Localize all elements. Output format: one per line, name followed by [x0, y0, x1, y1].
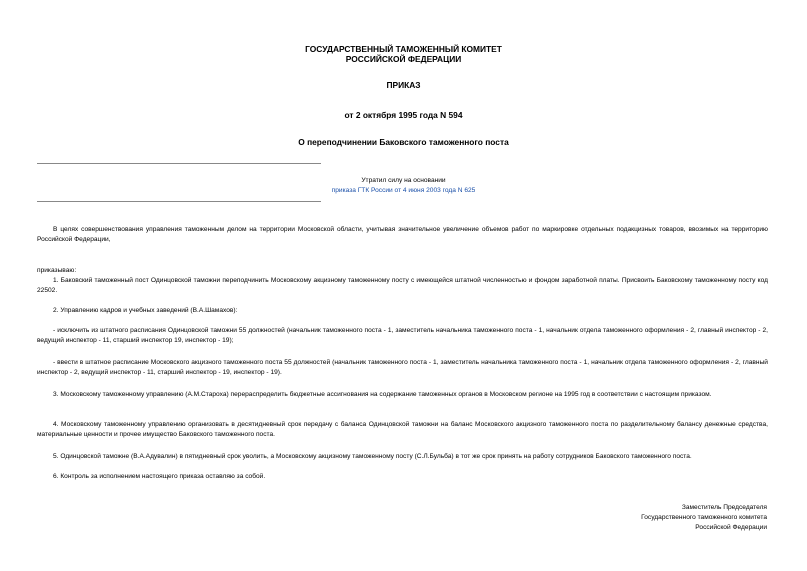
order-item-4: 4. Московскому таможенному управлению организовать в десятидневный срок передачу с баланса Одинцовской таможни на баланс Московского акцизного таможенного поста по разделительному балансу денежные средства, материальные ценности и прочее имущество Баковского таможенного поста. — [37, 421, 768, 438]
document-title: О переподчинении Баковского таможенного поста — [298, 137, 509, 147]
signature-line-3: Российской Федерации — [695, 524, 767, 531]
order-item-5: 5. Одинцовской таможне (В.А.Адувалин) в пятидневный срок уволить, а Московскому акцизному таможенному посту (С.Л.Бульба) в тот же срок принять на работу сотрудников Баковского таможенного поста. — [53, 453, 692, 460]
issuer-line-2: РОССИЙСКОЙ ФЕДЕРАЦИИ — [345, 54, 462, 64]
document-type: ПРИКАЗ — [386, 80, 421, 90]
issuer-line-1: ГОСУДАРСТВЕННЫЙ ТАМОЖЕННЫЙ КОМИТЕТ — [305, 44, 502, 54]
order-item-2-exclude: - исключить из штатного расписания Одинцовской таможни 55 должностей (начальник таможенного поста - 1, заместитель начальника таможенного поста - 1, начальник отдела таможенного оформления - 2, главный инспектор - 2, ведущий инспектор - 11, старший инспектор 19, инспектор - 19); — [37, 327, 768, 344]
order-item-2-add: - ввести в штатное расписание Московского акцизного таможенного поста 55 должностей (начальник таможенного поста - 1, заместитель начальника таможенного поста - 1, начальник отдела таможенного оформления - 2, главный инспектор - 2, ведущий инспектор - 11, старший инспектор - 19, инспектор - 19). — [37, 359, 768, 376]
order-item-2: 2. Управлению кадров и учебных заведений (В.А.Шамахов): — [53, 307, 238, 314]
signature-line-1: Заместитель Председателя — [681, 504, 767, 511]
signature-line-2: Государственного таможенного комитета — [641, 514, 767, 521]
separator-line-bottom — [37, 201, 321, 202]
separator-line-top — [37, 163, 321, 164]
status-note-link-wrapper — [0, 186, 807, 195]
order-item-6: 6. Контроль за исполнением настоящего приказа оставляю за собой. — [53, 473, 266, 480]
order-item-1: 1. Баковский таможенный пост Одинцовской таможни переподчинить Московскому акцизному таможенному посту с имеющейся штатной численностью и фондом заработной платы. Присвоить Баковскому таможенному посту код 22502. — [37, 277, 768, 294]
repeal-order-link[interactable]: приказа ГТК России от 4 июня 2003 года N 625 — [331, 187, 476, 194]
signature-block — [507, 503, 767, 533]
status-note-text: Утратил силу на основании — [361, 177, 446, 184]
preamble-paragraph: В целях совершенствования управления таможенным делом на территории Московской области, учитывая значительное увеличение объемов работ по маркировке отдельных подакцизных товаров, ввозимых на территорию Российской Федерации, — [37, 226, 768, 243]
order-item-3: 3. Московскому таможенному управлению (А.М.Староха) перераспределить бюджетные ассигнования на содержание таможенных органов в Московском регионе на 1995 год в соответствии с настоящим приказом. — [53, 391, 712, 398]
order-word: приказываю: — [37, 267, 77, 274]
document-date: от 2 октября 1995 года N 594 — [344, 110, 463, 120]
